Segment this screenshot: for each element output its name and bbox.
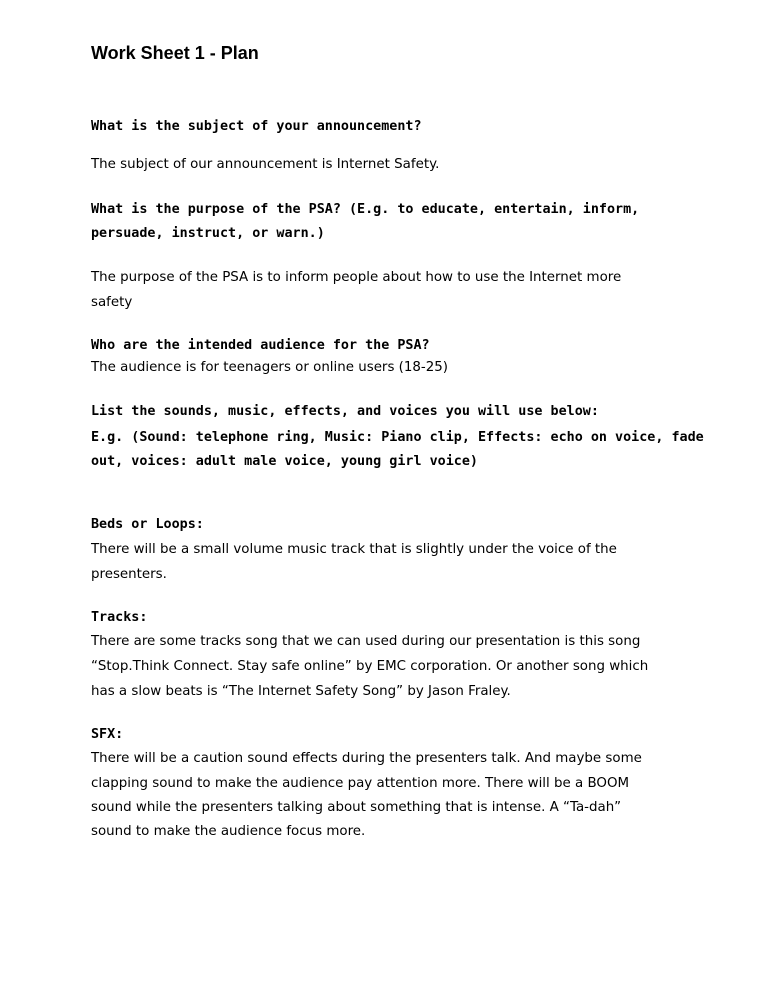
question-subject: What is the subject of your announcement? bbox=[91, 119, 422, 134]
answer-beds-line-2: presenters. bbox=[91, 567, 167, 582]
answer-sfx-line-3: sound while the presenters talking about something that is intense. A “Ta-dah” bbox=[91, 800, 622, 815]
answer-purpose-line-1: The purpose of the PSA is to inform people about how to use the Internet more bbox=[91, 270, 622, 285]
answer-beds-line-1: There will be a small volume music track that is slightly under the voice of the bbox=[91, 542, 617, 557]
answer-audience: The audience is for teenagers or online users (18-25) bbox=[91, 360, 449, 375]
answer-sfx-line-2: clapping sound to make the audience pay attention more. There will be a BOOM bbox=[91, 776, 630, 791]
question-purpose-line-2: persuade, instruct, or warn.) bbox=[91, 226, 325, 241]
heading-sfx: SFX: bbox=[91, 727, 124, 742]
answer-sfx-line-1: There will be a caution sound effects during the presenters talk. And maybe some bbox=[91, 751, 642, 766]
question-sounds-line-3: out, voices: adult male voice, young girl voice) bbox=[91, 454, 478, 469]
answer-subject: The subject of our announcement is Internet Safety. bbox=[91, 157, 440, 172]
answer-sfx-line-4: sound to make the audience focus more. bbox=[91, 824, 366, 839]
page-title: Work Sheet 1 - Plan bbox=[91, 43, 259, 63]
answer-purpose-line-2: safety bbox=[91, 295, 133, 310]
heading-tracks: Tracks: bbox=[91, 610, 148, 625]
answer-tracks-line-2: “Stop.Think Connect. Stay safe online” by EMC corporation. Or another song which bbox=[91, 659, 649, 674]
answer-tracks-line-3: has a slow beats is “The Internet Safety Song” by Jason Fraley. bbox=[91, 684, 511, 699]
question-sounds-line-2: E.g. (Sound: telephone ring, Music: Piano clip, Effects: echo on voice, fade bbox=[91, 430, 704, 445]
heading-beds-loops: Beds or Loops: bbox=[91, 517, 204, 532]
question-audience: Who are the intended audience for the PSA? bbox=[91, 338, 430, 353]
question-sounds-line-1: List the sounds, music, effects, and voices you will use below: bbox=[91, 404, 599, 419]
question-purpose-line-1: What is the purpose of the PSA? (E.g. to educate, entertain, inform, bbox=[91, 202, 640, 217]
answer-tracks-line-1: There are some tracks song that we can used during our presentation is this song bbox=[91, 634, 641, 649]
